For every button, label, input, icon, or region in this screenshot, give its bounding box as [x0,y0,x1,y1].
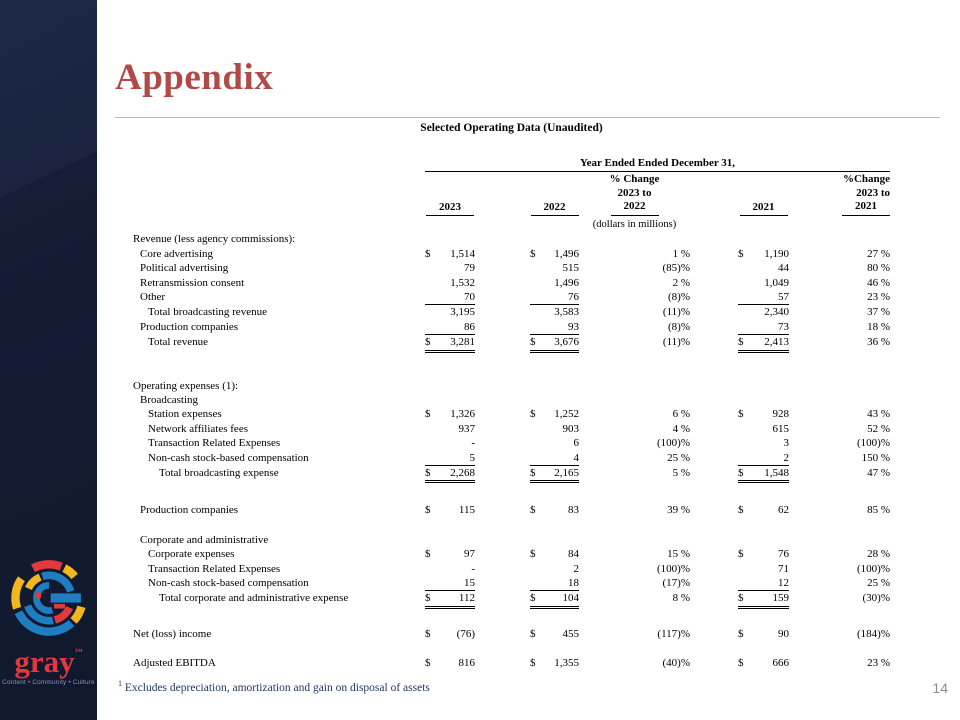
cell-amount: 937 [458,422,475,435]
page-title: Appendix [115,57,274,98]
cell-pct-change: 37 % [867,306,890,319]
cell-amount: $ 84 [530,548,579,561]
row-label: Operating expenses (1): [133,379,239,392]
cell-amount: 3,195 [450,306,475,319]
table-row [133,422,890,436]
table-row [133,247,890,261]
cell-amount: 1,496 [554,276,579,289]
spacer-row [133,353,890,379]
table-header [133,156,890,232]
cell-amount: $ 1,326 [425,408,475,421]
units-note: (dollars in millions) [592,218,677,230]
row-label: Corporate expenses [148,548,235,561]
cell-amount: 93 [530,320,579,335]
financial-table [133,122,890,671]
row-label: Network affiliates fees [148,422,248,435]
cell-amount: $ 1,252 [530,408,579,421]
cell-pct-change: 5 % [672,467,690,479]
cell-amount: $ 97 [425,548,475,561]
spacer-row [133,609,890,627]
cell-amount: 18 [530,576,579,591]
table-body [133,232,890,670]
cell-pct-change: (100)% [857,562,890,575]
row-label: Transaction Related Expenses [148,562,281,575]
cell-pct-change: 25 % [667,451,690,464]
col-header-2021: 2021 [738,200,789,216]
table-row [133,393,890,407]
cell-pct-change: (11)% [662,336,690,349]
cell-amount: $ 62 [738,504,789,517]
cell-amount: $ 104 [530,591,579,608]
row-label: Net (loss) income [133,627,212,640]
col-header-pct-change-2022: % Change 2023 to 2022 [579,173,690,216]
cell-amount: 57 [738,290,789,305]
cell-amount: 5 [425,451,475,466]
table-row [133,305,890,319]
cell-amount: 73 [738,320,789,335]
col-header-pct-change-2021: %Change 2023 to 2021 [789,173,890,216]
cell-pct-change: (17)% [662,577,690,590]
cell-amount: 3,583 [554,306,579,319]
cell-amount: $ 2,165 [530,466,579,483]
cell-amount: 12 [738,576,789,591]
table-row [133,290,890,305]
cell-pct-change: 150 % [861,451,890,464]
cell-pct-change: 85 % [867,504,890,517]
cell-pct-change: 80 % [867,262,890,275]
cell-amount: 903 [562,422,579,435]
cell-pct-change: 6 % [672,408,690,421]
table-row [133,562,890,576]
col-header-2023: 2023 [425,200,475,216]
footnote-marker: 1 [118,679,122,688]
cell-amount: - [471,437,475,450]
table-row [133,320,890,335]
cell-pct-change: 36 % [867,336,890,349]
table-row [133,407,890,421]
row-label: Political advertising [140,262,229,275]
cell-amount: 1,532 [450,276,475,289]
row-label: Total revenue [148,336,209,349]
cell-pct-change: 43 % [867,408,890,421]
table-row [133,232,890,246]
spacer-row [133,483,890,503]
table-row [133,656,890,670]
logo-wordmark: gray™ [14,644,83,679]
cell-pct-change: (8)% [668,320,690,333]
row-label: Total corporate and administrative expense [159,592,349,605]
row-label: Total broadcasting revenue [148,306,267,319]
cell-amount: $ 90 [738,627,789,640]
cell-pct-change: (30)% [862,592,890,605]
gray-g-emblem-icon [7,556,91,640]
cell-pct-change: 52 % [867,422,890,435]
row-label: Station expenses [148,408,222,421]
cell-amount: 79 [464,262,475,275]
cell-amount: - [471,562,475,575]
cell-pct-change: 2 % [672,276,690,289]
slide-content [97,0,960,720]
cell-amount: $ 1,548 [738,466,789,483]
cell-pct-change: (40)% [662,657,690,670]
cell-pct-change: 46 % [867,276,890,289]
cell-pct-change: (100)% [857,437,890,450]
cell-amount: 2,340 [764,306,789,319]
cell-amount: $ 2,413 [738,335,789,352]
row-label: Non-cash stock-based compensation [148,451,309,464]
cell-amount: 515 [562,262,579,275]
page-number: 14 [932,680,948,696]
cell-amount: 3 [783,437,789,450]
row-label: Corporate and administrative [140,533,269,546]
cell-amount: $ 76 [738,548,789,561]
cell-amount: $ 928 [738,408,789,421]
table-row [133,466,890,483]
table-row [133,276,890,290]
table-row [133,591,890,608]
cell-amount: $ 1,496 [530,247,579,260]
cell-pct-change: (8)% [668,290,690,303]
row-label: Non-cash stock-based compensation [148,577,309,590]
row-label: Production companies [140,504,239,517]
cell-amount: $ 3,281 [425,335,475,352]
cell-amount: 2 [738,451,789,466]
cell-amount: 44 [778,262,789,275]
logo-tagline: Content • Community • Culture [2,679,95,686]
cell-pct-change: 18 % [867,320,890,333]
cell-pct-change: 39 % [667,504,690,517]
cell-amount: 86 [425,320,475,335]
cell-pct-change: 27 % [867,247,890,260]
cell-amount: $ 159 [738,591,789,608]
table-row [133,436,890,450]
row-label: Transaction Related Expenses [148,437,281,450]
footnote: $^1$ Excludes depreciation, amortization and gain on disposal of assets [118,679,430,694]
span-header: Year Ended Ended December 31, [425,156,890,172]
cell-amount: $ 816 [425,657,475,670]
table-row [133,627,890,641]
col-header-2022: 2022 [530,200,579,216]
cell-pct-change: 25 % [867,577,890,590]
row-label: Adjusted EBITDA [133,657,216,670]
cell-pct-change: (100)% [657,437,690,450]
row-label: Core advertising [140,247,214,260]
sidebar [0,0,97,720]
cell-pct-change: (184)% [857,627,890,640]
cell-amount: 4 [530,451,579,466]
row-label: Production companies [140,320,239,333]
cell-amount: $ 112 [425,591,475,608]
row-label: Broadcasting [140,393,199,406]
cell-pct-change: (117)% [657,627,690,640]
row-label: Total broadcasting expense [159,467,279,479]
cell-amount: 6 [573,437,579,450]
cell-amount: 1,049 [764,276,789,289]
row-label: Revenue (less agency commissions): [133,233,296,246]
cell-amount: $ (76) [425,627,475,640]
cell-amount: 70 [425,290,475,305]
table-row [133,335,890,352]
table-row [133,451,890,466]
cell-amount: 71 [778,562,789,575]
spacer-row [133,641,890,656]
table-row [133,547,890,561]
cell-amount: $ 115 [425,504,475,517]
cell-amount: $ 1,190 [738,247,789,260]
cell-pct-change: 1 % [672,247,690,260]
table-title: Selected Operating Data (Unaudited) [420,122,603,134]
trademark-symbol: ™ [74,647,83,656]
cell-amount: $ 2,268 [425,466,475,483]
cell-amount: $ 3,676 [530,335,579,352]
table-row [133,379,890,393]
cell-amount: 615 [772,422,789,435]
table-row [133,533,890,547]
cell-amount: 76 [530,290,579,305]
cell-pct-change: (100)% [657,562,690,575]
cell-pct-change: (11)% [662,306,690,319]
cell-pct-change: (85)% [662,262,690,275]
table-row [133,261,890,275]
title-divider [115,117,940,118]
table-row [133,503,890,517]
cell-amount: $ 666 [738,657,789,670]
cell-pct-change: 8 % [672,592,690,605]
cell-pct-change: 28 % [867,548,890,561]
cell-amount: $ 1,355 [530,657,579,670]
row-label: Retransmission consent [140,276,245,289]
cell-pct-change: 4 % [672,422,690,435]
cell-amount: 2 [573,562,579,575]
cell-pct-change: 23 % [867,290,890,303]
spacer-row [133,518,890,533]
cell-pct-change: 15 % [667,548,690,561]
cell-amount: $ 83 [530,504,579,517]
cell-amount: $ 1,514 [425,247,475,260]
cell-pct-change: 47 % [867,467,890,479]
table-row [133,576,890,591]
cell-pct-change: 23 % [867,657,890,670]
gray-logo [0,556,97,686]
cell-amount: $ 455 [530,627,579,640]
cell-amount: 15 [425,576,475,591]
row-label: Other [140,290,166,303]
